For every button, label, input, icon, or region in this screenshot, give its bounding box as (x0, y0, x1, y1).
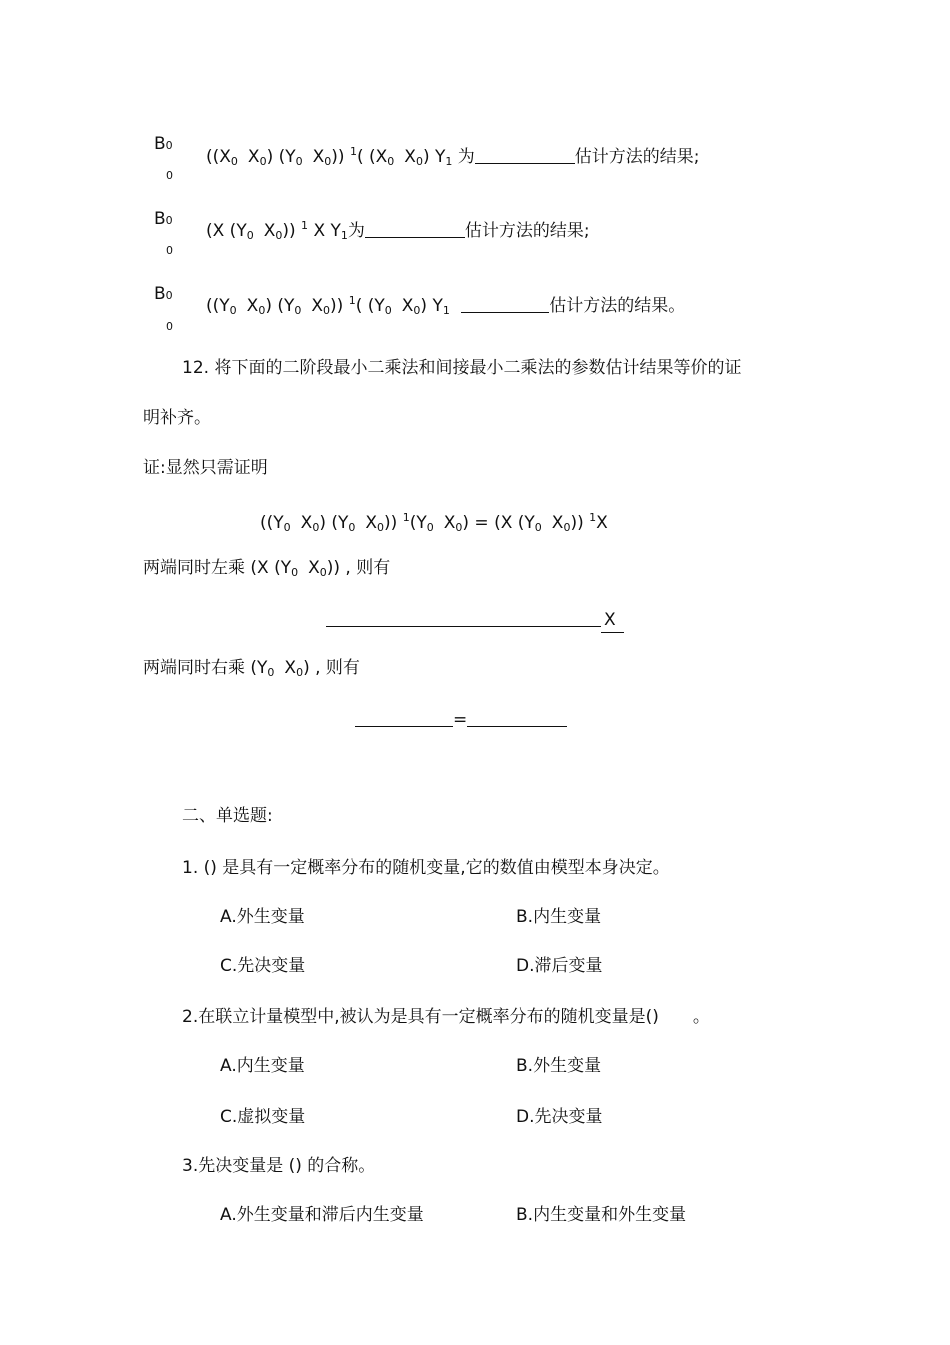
question-stem: 3.先决变量是 () 的合称。 (182, 1156, 376, 1176)
question-12-line2: 明补齐。 (143, 408, 211, 428)
result-1-line: X (326, 610, 624, 629)
answer-blank (326, 610, 601, 627)
b-label: B (154, 284, 166, 304)
answer-blank (365, 221, 465, 238)
stem-end: 。 (692, 1007, 710, 1027)
option-d: D.滞后变量 (516, 956, 603, 976)
formula-1-estimator (154, 136, 173, 153)
option-a: A.内生变量 (220, 1056, 305, 1076)
formula-3-estimator (154, 286, 173, 303)
option-a: A.外生变量和滞后内生变量 (220, 1205, 424, 1225)
proof-equation: (($Y_0$ $X_0$) ($Y_0$ $X_0$)) $^1(Y_0$ $X_0) = (X$ ($Y_0$ $X_0$)) $^1$X (260, 511, 608, 534)
b-below-index: 0 (166, 169, 173, 182)
left-multiply-line: 两端同时左乘 (X ($Y_0$ $X_0$)) , 则有 (143, 558, 391, 579)
b-below-index: 0 (166, 320, 173, 333)
b-label: B (154, 134, 166, 154)
option-b: B.内生变量和外生变量 (516, 1205, 687, 1225)
option-b: B.内生变量 (516, 907, 602, 927)
option-a: A.外生变量 (220, 907, 305, 927)
result-2-line: = (355, 710, 567, 729)
question-stem: 2.在联立计量模型中,被认为是具有一定概率分布的随机变量是() 。 (182, 1007, 710, 1027)
answer-blank (461, 296, 549, 313)
b-subscript: 0 (165, 139, 173, 152)
formula-2-expression: (X ($Y_0$ $X_0$)) $^1$ X $Y_1$为 估计方法的结果; (206, 219, 590, 242)
formula-2-estimator (154, 211, 173, 228)
b-subscript: 0 (165, 214, 173, 227)
proof-intro: 证:显然只需证明 (143, 458, 268, 478)
answer-blank (467, 710, 567, 727)
question-stem: 1. () 是具有一定概率分布的随机变量,它的数值由模型本身决定。 (182, 858, 670, 878)
b-label: B (154, 209, 166, 229)
b-subscript: 0 (165, 289, 173, 302)
section-title: 二、单选题: (182, 806, 273, 826)
option-c: C.虚拟变量 (220, 1107, 306, 1127)
answer-blank (475, 147, 575, 164)
b-below-index: 0 (166, 244, 173, 257)
answer-blank (355, 710, 453, 727)
option-c: C.先决变量 (220, 956, 306, 976)
option-d: D.先决变量 (516, 1107, 603, 1127)
formula-3-expression: (($Y_0$ $X_0$) ($Y_0$ $X_0$)) $^1$( ($Y_0$ $X_0$) $Y_1$ 估计方法的结果。 (206, 294, 686, 317)
question-12-line1: 12. 将下面的二阶段最小二乘法和间接最小二乘法的参数估计结果等价的证 (182, 358, 742, 378)
option-b: B.外生变量 (516, 1056, 602, 1076)
right-multiply-line: 两端同时右乘 ($Y_0$ $X_0$) , 则有 (143, 658, 360, 679)
formula-1-expression: (($X_0$ $X_0$) ($Y_0$ $X_0$)) $^1$( ($X_0$ $X_0$) $Y_1$ 为 估计方法的结果; (206, 145, 700, 168)
